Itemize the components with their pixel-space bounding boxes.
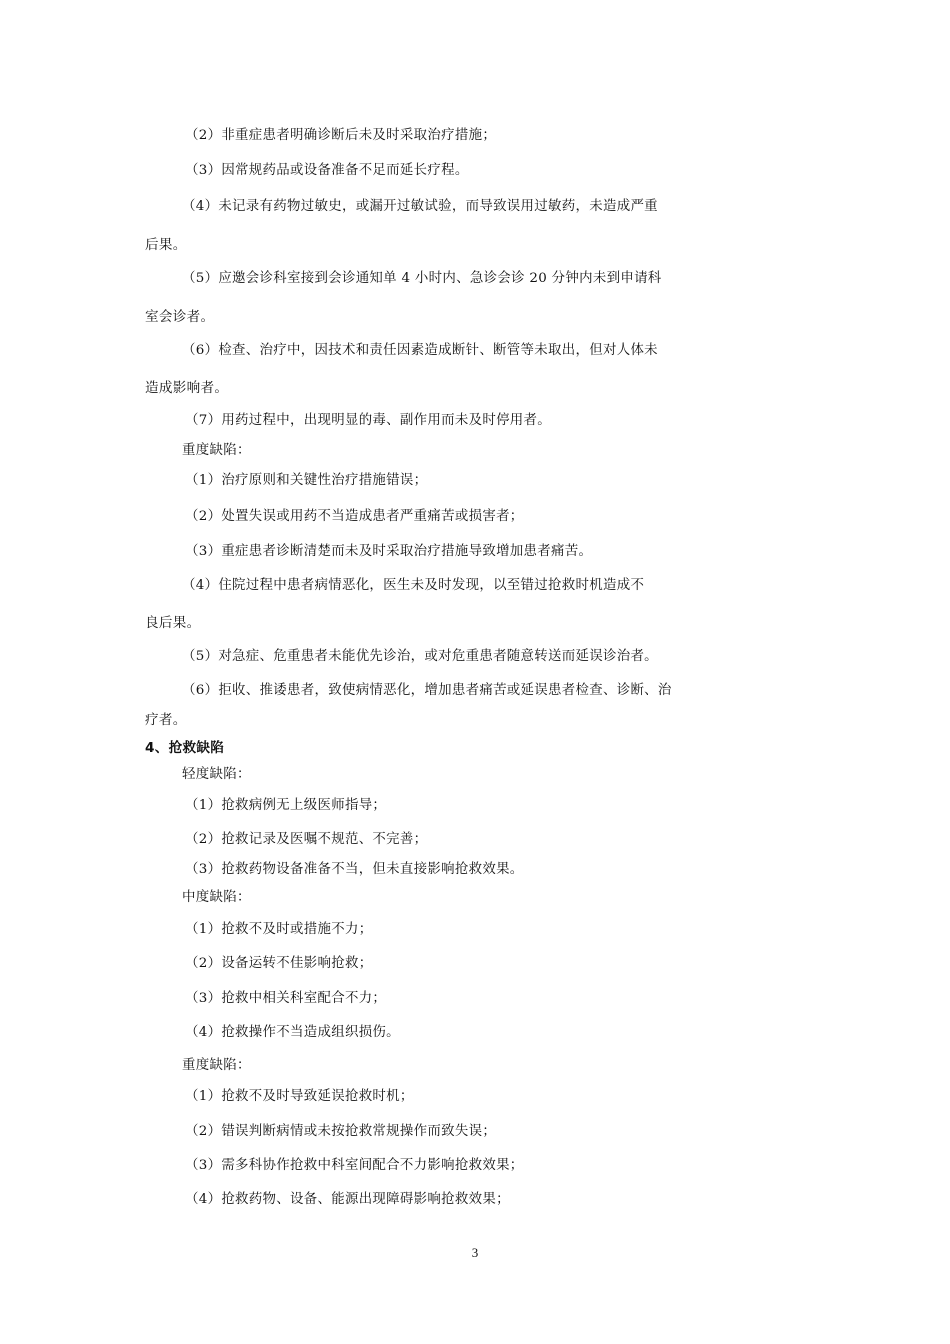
text-line: （5）对急症、危重患者未能优先诊治，或对危重患者随意转送而延误诊治者。: [182, 649, 658, 664]
text-line: 室会诊者。: [145, 309, 215, 325]
text-line: （2）设备运转不佳影响抢救；: [185, 956, 373, 971]
text-line: （1）治疗原则和关键性治疗措施错误；: [185, 473, 428, 488]
text-line: （1）抢救不及时导致延误抢救时机；: [185, 1089, 414, 1104]
section-heading: 4、抢救缺陷: [145, 740, 225, 756]
text-line: （3）重症患者诊断清楚而未及时采取治疗措施导致增加患者痛苦。: [185, 544, 593, 559]
page-number: 3: [471, 1245, 479, 1260]
text-line: 疗者。: [145, 712, 187, 728]
text-line: 造成影响者。: [145, 380, 229, 396]
text-line: 良后果。: [145, 615, 201, 631]
text-line: （2）抢救记录及医嘱不规范、不完善；: [185, 832, 428, 847]
text-line: （4）抢救操作不当造成组织损伤。: [185, 1025, 400, 1040]
text-line: 后果。: [145, 237, 187, 253]
text-line: （4）住院过程中患者病情恶化，医生未及时发现，以至错过抢救时机造成不: [182, 578, 645, 593]
text-line: （6）拒收、推诿患者，致使病情恶化，增加患者痛苦或延误患者检查、诊断、治: [182, 683, 672, 698]
subsection-label: 重度缺陷：: [182, 1058, 251, 1073]
subsection-label: 重度缺陷：: [182, 443, 251, 458]
text-line: （3）抢救中相关科室配合不力；: [185, 991, 387, 1006]
subsection-label: 轻度缺陷：: [182, 767, 251, 782]
text-line: （3）需多科协作抢救中科室间配合不力影响抢救效果；: [185, 1158, 524, 1173]
text-line: （4）未记录有药物过敏史，或漏开过敏试验，而导致误用过敏药，未造成严重: [182, 199, 658, 214]
text-line: （1）抢救不及时或措施不力；: [185, 922, 373, 937]
text-line: （1）抢救病例无上级医师指导；: [185, 798, 387, 813]
text-line: （3）抢救药物设备准备不当，但未直接影响抢救效果。: [185, 862, 524, 877]
text-line: （4）抢救药物、设备、能源出现障碍影响抢救效果；: [185, 1192, 510, 1207]
text-line: （2）错误判断病情或未按抢救常规操作而致失误；: [185, 1124, 497, 1139]
text-line: （3）因常规药品或设备准备不足而延长疗程。: [185, 163, 469, 178]
text-line: （7）用药过程中，出现明显的毒、副作用而未及时停用者。: [185, 413, 552, 428]
text-line: （5）应邀会诊科室接到会诊通知单 4 小时内、急诊会诊 20 分钟内未到申请科: [182, 271, 662, 286]
text-line: （6）检查、治疗中，因技术和责任因素造成断针、断管等未取出，但对人体未: [182, 343, 658, 358]
subsection-label: 中度缺陷：: [182, 890, 251, 905]
text-line: （2）非重症患者明确诊断后未及时采取治疗措施；: [185, 128, 497, 143]
text-line: （2）处置失误或用药不当造成患者严重痛苦或损害者；: [185, 509, 524, 524]
